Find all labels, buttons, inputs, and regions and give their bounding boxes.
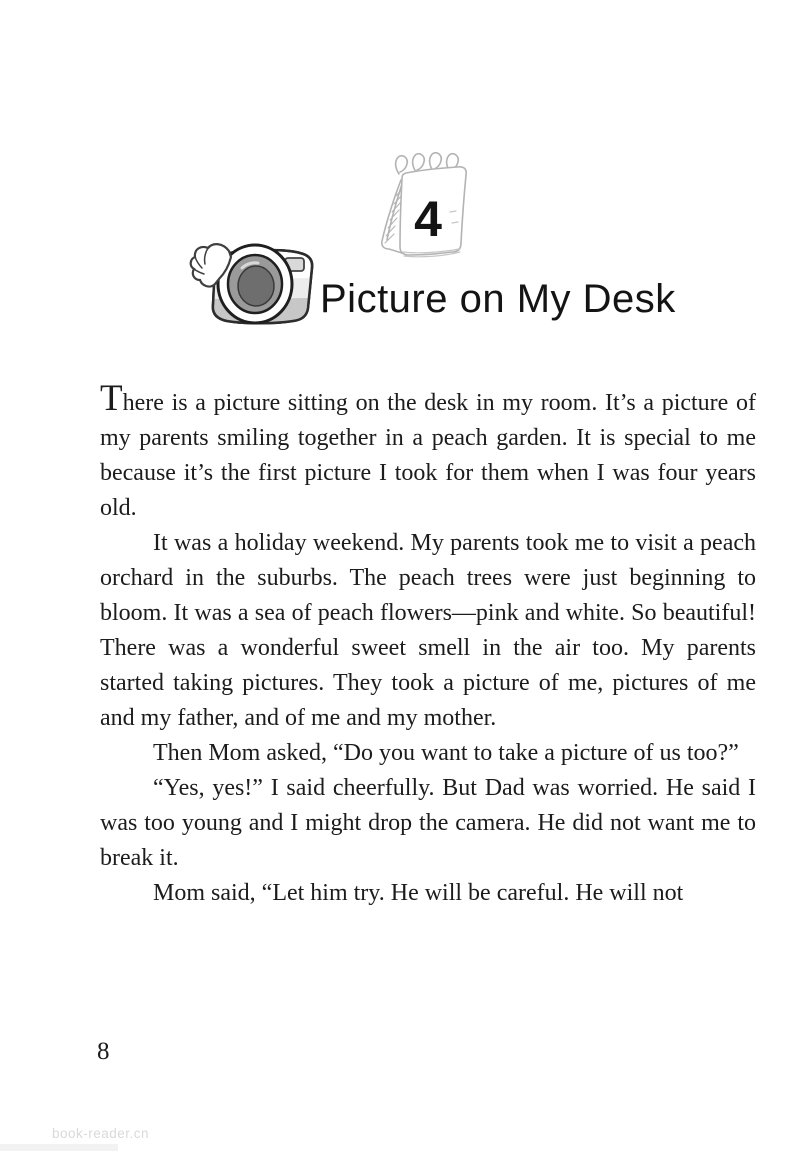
camera-icon — [188, 220, 322, 336]
scan-edge-artifact — [0, 1144, 118, 1151]
story-text — [100, 378, 756, 911]
paragraph: “Yes, yes!” I said cheerfully. But Dad was worried. He said I was too young and I might drop the camera. He did not want me to break it. — [100, 775, 756, 871]
paragraph: Then Mom asked, “Do you want to take a picture of us too?” — [153, 740, 739, 766]
chapter-title: Picture on My Desk — [320, 277, 676, 321]
flip-calendar-icon — [368, 148, 490, 270]
paragraph — [100, 378, 756, 526]
paragraph: Mom said, “Let him try. He will be careful. He will not — [153, 880, 684, 906]
paragraph: It was a holiday weekend. My parents took me to visit a peach orchard in the suburbs. The peach trees were just beginning to bloom. It was a sea of peach flowers—pink and white. So beautiful! There was a wonderful sweet smell in the air too. My parents started taking pictures. They took a picture of me, pictures of me and my father, and of me and my mother. — [100, 530, 756, 731]
page-number: 8 — [97, 1038, 110, 1065]
watermark: book-reader.cn — [52, 1126, 150, 1141]
initial-cap: T — [100, 378, 123, 419]
chapter-number: 4 — [414, 191, 442, 247]
paragraph-text: here is a picture sitting on the desk in my room. It’s a picture of my parents smiling together in a peach garden. It is special to me because it’s the first picture I took for them when I was four years old. — [100, 390, 756, 521]
